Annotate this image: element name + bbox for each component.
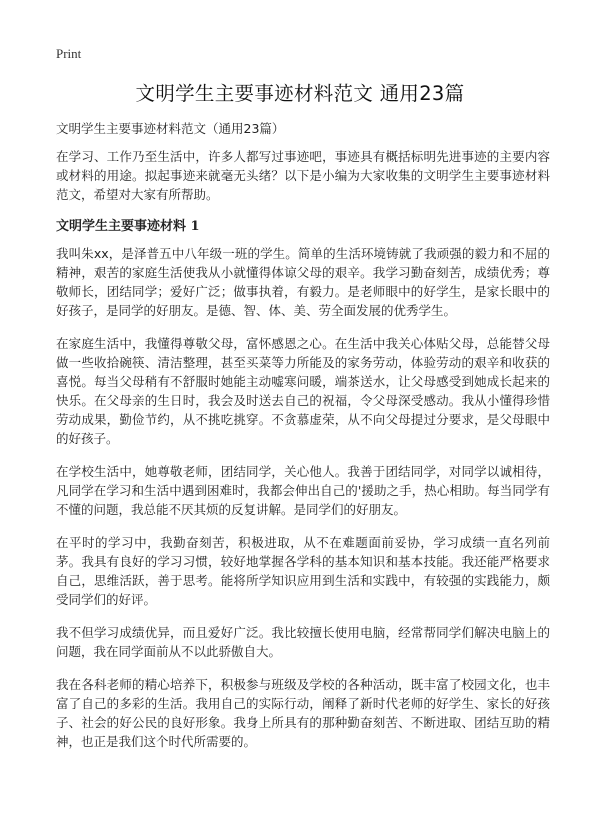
article-body xyxy=(56,118,550,765)
section-paragraph-3: 在学校生活中，她尊敬老师，团结同学，关心他人。我善于团结同学，对同学以诚相待，凡同学在学习和生活中遇到困难时，我都会伸出自己的'援助之手，热心相助。每当同学有不懂的问题，我总能不厌其烦的反复讲解。是同学们的好朋友。 xyxy=(56,464,550,517)
section-paragraph-1: 我叫朱xx，是泽普五中八年级一班的学生。简单的生活环境铸就了我顽强的毅力和不屈的精神，艰苦的家庭生活使我从小就懂得体谅父母的艰辛。我学习勤奋刻苦，成绩优秀；尊敬师长，团结同学；爱好广泛；做事执着，有毅力。是老师眼中的好学生，是家长眼中的好孩子，是同学的好朋友。是德、智、体、美、劳全面发展的优秀学生。 xyxy=(56,246,550,318)
section-paragraph-6: 我在各科老师的精心培养下，积极参与班级及学校的各种活动，既丰富了校园文化，也丰富了自己的多彩的生活。我用自己的实际行动，阐释了新时代老师的好学生、家长的好孩子、社会的好公民的良好形象。我身上所具有的那种勤奋刻苦、不断进取、团结互助的精神，也正是我们这个时代所需要的。 xyxy=(56,677,550,749)
print-link[interactable]: Print xyxy=(56,46,82,61)
section-paragraph-2: 在家庭生活中，我懂得尊敬父母，富怀感恩之心。在生活中我关心体贴父母，总能替父母做一些收拾碗筷、清洁整理，甚至买菜等力所能及的家务劳动，体验劳动的艰辛和收获的喜悦。每当父母稍有不舒服时她能主动嘘寒问暖，端茶送水，让父母感受到她成长起来的快乐。在父母亲的生日时，我会及时送去自己的祝福，令父母深受感动。我从小懂得珍惜劳动成果，勤俭节约，从不挑吃挑穿。不贪慕虚荣，从不向父母提过分要求，是父母眼中的好孩子。 xyxy=(56,336,550,446)
article-subtitle: 文明学生主要事迹材料范文（通用23篇） xyxy=(56,121,285,136)
page-title: 文明学生主要事迹材料范文 通用23篇 xyxy=(135,82,465,105)
section-paragraph-5: 我不但学习成绩优异，而且爱好广泛。我比较擅长使用电脑，经常帮同学们解决电脑上的问题，我在同学面前从不以此骄傲自大。 xyxy=(56,625,550,659)
intro-paragraph: 在学习、工作乃至生活中，许多人都写过事迹吧，事迹具有概括标明先进事迹的主要内容或材料的用途。拟起事迹来就毫无头绪？以下是小编为大家收集的文明学生主要事迹材料范文，希望对大家有所帮助。 xyxy=(56,149,550,202)
section-paragraph-4: 在平时的学习中，我勤奋刻苦，积极进取，从不在难题面前妥协，学习成绩一直名列前茅。我具有良好的学习习惯，较好地掌握各学科的基本知识和基本技能。我还能严格要求自己，思维活跃，善于思考。能将所学知识应用到生活和实践中，有较强的实践能力，颇受同学们的好评。 xyxy=(56,535,550,607)
section-heading: 文明学生主要事迹材料 1 xyxy=(56,219,200,234)
